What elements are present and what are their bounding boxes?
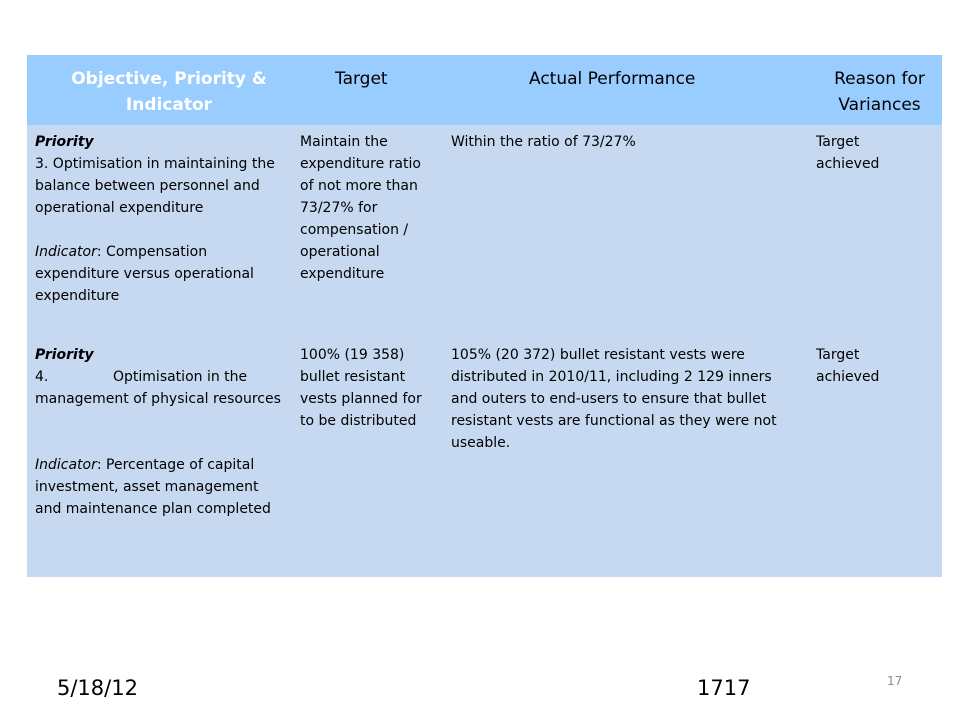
row2-reason-text: Target achieved bbox=[816, 347, 880, 385]
row1-indicator-text: : Compensation expenditure versus operational expenditure bbox=[35, 244, 254, 304]
row2-priority-label: Priority bbox=[35, 347, 94, 363]
row2-objective-cell bbox=[35, 344, 285, 520]
table-header-row bbox=[27, 55, 942, 125]
footer-date: 5/18/12 bbox=[57, 676, 138, 700]
row2-actual-cell bbox=[451, 344, 801, 454]
row1-target-cell bbox=[300, 131, 426, 285]
footer-center-number: 1717 bbox=[697, 676, 751, 700]
row2-target-cell bbox=[300, 344, 426, 432]
row1-actual-text: Within the ratio of 73/27% bbox=[451, 134, 636, 150]
header-reason: Reason for Variances bbox=[834, 69, 925, 115]
row1-reason-text: Target achieved bbox=[816, 134, 880, 172]
row2-actual-text: 105% (20 372) bullet resistant vests were distributed in 2010/11, including 2 129 inners and outers to end-users to ensure that bullet resistant vests are functional as they were not useable. bbox=[451, 347, 777, 451]
row2-indicator-label: Indicator bbox=[35, 457, 97, 473]
row1-objective-cell bbox=[35, 131, 285, 307]
row1-target-text: Maintain the expenditure ratio of not more than 73/27% for compensation / operational expenditure bbox=[300, 134, 421, 282]
row1-priority-text: 3. Optimisation in maintaining the balance between personnel and operational expenditure bbox=[35, 156, 275, 216]
row1-actual-cell bbox=[451, 131, 801, 153]
row1-priority-label: Priority bbox=[35, 134, 94, 150]
row1-reason-cell bbox=[816, 131, 906, 175]
row1-indicator-label: Indicator bbox=[35, 244, 97, 260]
row2-indicator-text: : Percentage of capital investment, asset management and maintenance plan completed bbox=[35, 457, 271, 517]
header-target: Target bbox=[335, 69, 388, 89]
row2-reason-cell bbox=[816, 344, 906, 388]
page-number: 17 bbox=[887, 674, 903, 688]
header-actual-performance: Actual Performance bbox=[529, 69, 696, 89]
performance-table bbox=[27, 55, 942, 577]
header-objective: Objective, Priority & Indicator bbox=[71, 69, 267, 115]
row2-priority-number: 4. bbox=[35, 369, 49, 385]
row2-priority-text: Optimisation in the management of physical resources bbox=[35, 369, 281, 407]
row2-target-text: 100% (19 358) bullet resistant vests planned for to be distributed bbox=[300, 347, 422, 429]
